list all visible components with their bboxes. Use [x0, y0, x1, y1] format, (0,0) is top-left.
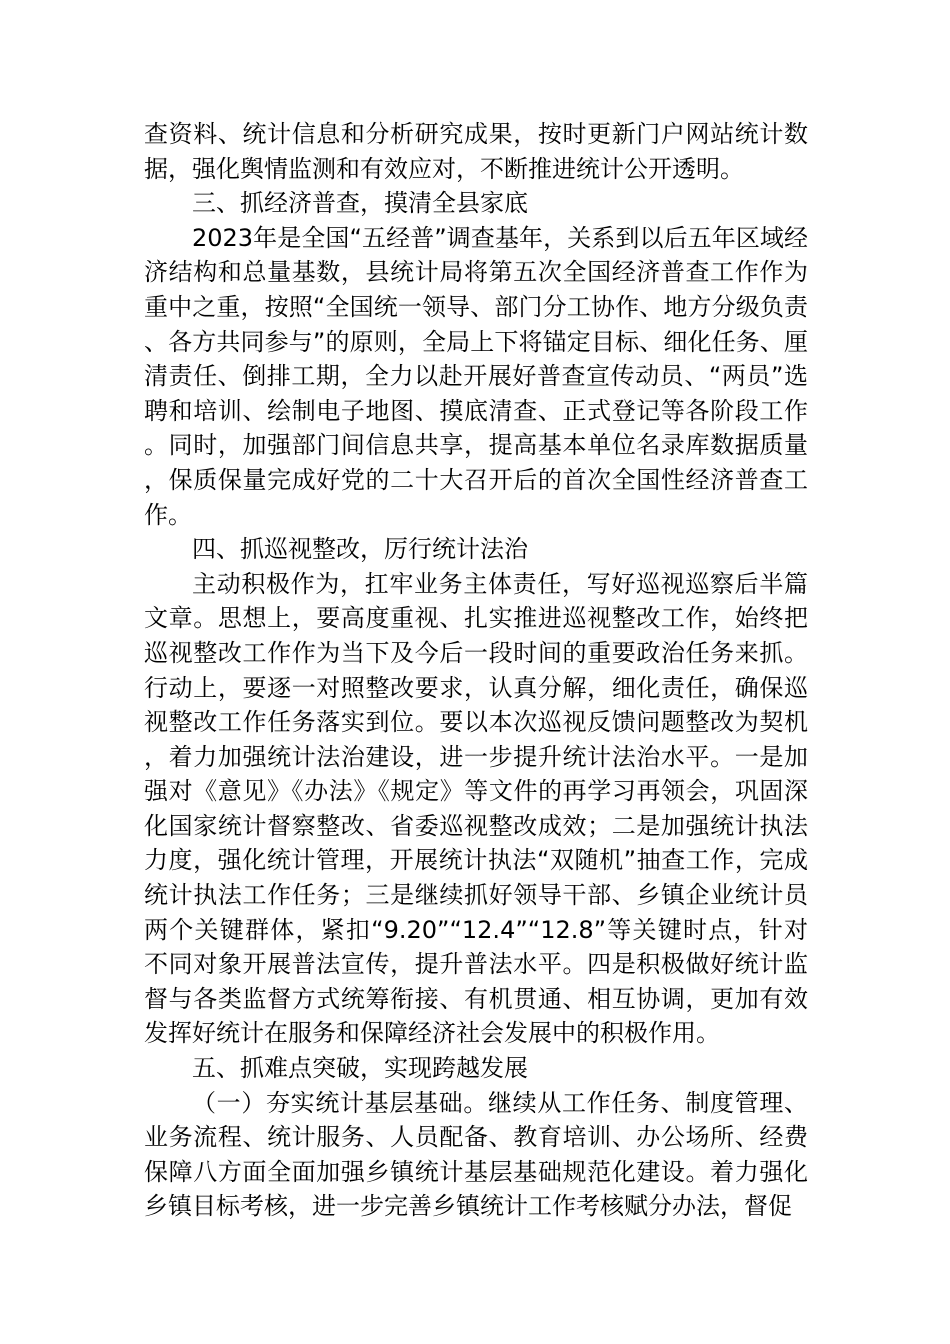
section-heading-3: 三、抓经济普查，摸清全县家底: [192, 189, 528, 218]
section-heading-5: 五、抓难点突破，实现跨越发展: [192, 1054, 528, 1083]
paragraph-inspection-rectification: 主动积极作为，扛牢业务主体责任，写好巡视巡察后半篇文章。思想上，要高度重视、扎实推进巡视整改工作，始终把巡视整改工作作为当下及今后一段时间的重要政治任务来抓。行动上，要逐一对照整改要求，认真分解，细化责任，确保巡视整改工作任务落实到位。要以本次巡视反馈问题整改为契机，着力加强统计法治建设，进一步提升统计法治水平。一是加强对《意见》《办法》《规定》等文件的再学习再领会，巩固深化国家统计督察整改、省委巡视整改成效；二是加强统计执法力度，强化统计管理，开展统计执法“双随机”抽查工作，完成统计执法工作任务；三是继续抓好领导干部、乡镇企业统计员两个关键群体，紧扣“9.20”“12.4”“12.8”等关键时点，针对不同对象开展普法宣传，提升普法水平。四是积极做好统计监督与各类监督方式统筹衔接、有机贯通、相互协调，更加有效发挥好统计在服务和保障经济社会发展中的积极作用。: [144, 569, 808, 1048]
section-heading-4: 四、抓巡视整改，厉行统计法治: [192, 535, 528, 564]
paragraph-continuation: 查资料、统计信息和分析研究成果，按时更新门户网站统计数据，强化舆情监测和有效应对，不断推进统计公开透明。: [144, 120, 808, 183]
paragraph-economic-census: 2023年是全国“五经普”调查基年，关系到以后五年区域经济结构和总量基数，县统计局将第五次全国经济普查工作作为重中之重，按照“全国统一领导、部门分工协作、地方分级负责、各方共同参与”的原则，全局上下将锚定目标、细化任务、厘清责任、倒排工期，全力以赴开展好普查宣传动员、“两员”选聘和培训、绘制电子地图、摸底清查、正式登记等各阶段工作。同时，加强部门间信息共享，提高基本单位名录库数据质量，保质保量完成好党的二十大召开后的首次全国性经济普查工作。: [144, 223, 808, 529]
document-body: [144, 117, 808, 1224]
paragraph-grassroots-foundation: （一）夯实统计基层基础。继续从工作任务、制度管理、业务流程、统计服务、人员配备、教育培训、办公场所、经费保障八方面全面加强乡镇统计基层基础规范化建设。着力强化乡镇目标考核，进一步完善乡镇统计工作考核赋分办法，督促: [144, 1088, 808, 1221]
